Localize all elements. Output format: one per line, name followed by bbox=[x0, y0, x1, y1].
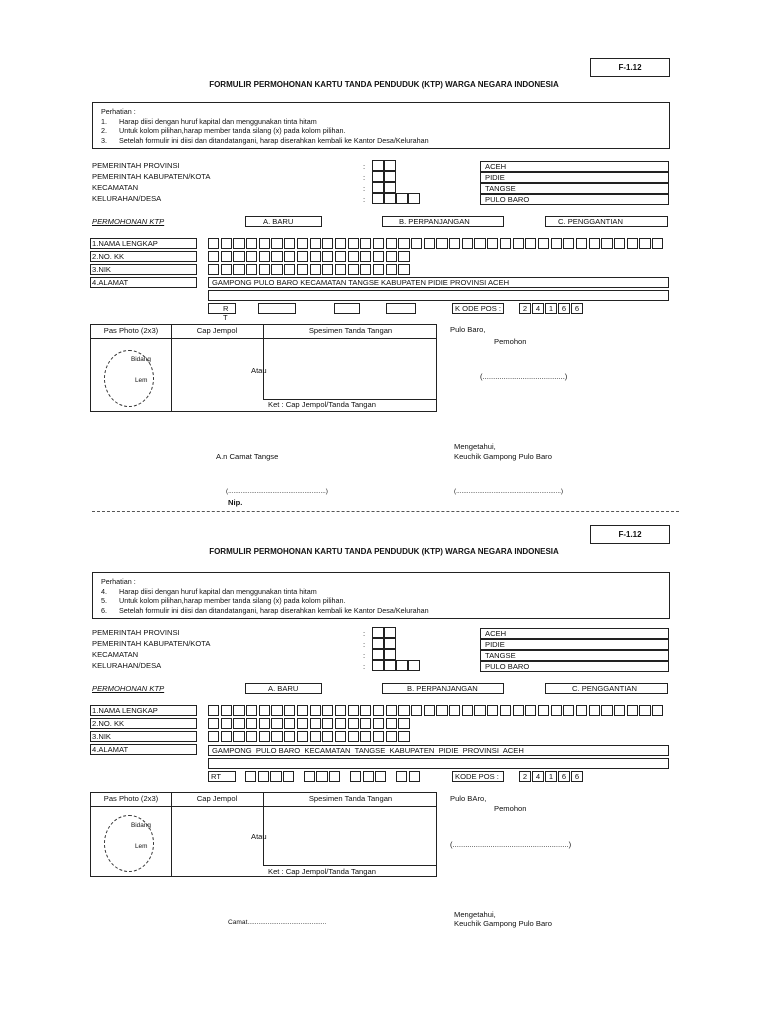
form-title: FORMULIR PERMOHONAN KARTU TANDA PENDUDUK (KTP) WARGA NEGARA INDONESIA bbox=[209, 547, 559, 556]
glue-text: Lem bbox=[135, 377, 148, 384]
region-value-village[interactable]: PULO BARO bbox=[480, 661, 669, 672]
rw-cell[interactable] bbox=[334, 303, 360, 314]
glue-area-text: Bidang bbox=[131, 822, 151, 829]
option-new[interactable]: A. BARU bbox=[245, 683, 322, 694]
colon: : bbox=[363, 173, 366, 182]
region-code-cell[interactable] bbox=[384, 182, 396, 193]
region-label-regency: PEMERINTAH KABUPATEN/KOTA bbox=[92, 639, 211, 648]
region-code-cell[interactable] bbox=[384, 171, 396, 182]
region-label-district: KECAMATAN bbox=[92, 183, 139, 192]
rt-label: RT bbox=[208, 771, 236, 782]
notice-item: 3. Setelah formulir ini diisi dan ditandatangani, harap diserahkan kembali ke Kantor Desa/Kelurahan bbox=[101, 135, 429, 145]
postal-digit[interactable]: 1 bbox=[545, 771, 557, 782]
option-renewal[interactable]: B. PERPANJANGAN bbox=[382, 683, 504, 694]
camat-label: Camat........................................... bbox=[228, 919, 327, 926]
glue-text: Lem bbox=[135, 843, 148, 850]
colon: : bbox=[363, 640, 366, 649]
colon: : bbox=[363, 629, 366, 638]
region-code-cell[interactable] bbox=[372, 627, 384, 638]
region-code-cell[interactable] bbox=[396, 660, 408, 671]
region-code-cell[interactable] bbox=[372, 649, 384, 660]
col-divider bbox=[263, 325, 264, 400]
region-code-cell[interactable] bbox=[372, 182, 384, 193]
notice-item: 5. Untuk kolom pilihan,harap member tanda silang (x) pada kolom pilihan. bbox=[101, 596, 346, 605]
option-replacement[interactable]: C. PENGGANTIAN bbox=[545, 683, 668, 694]
family-card-grid[interactable] bbox=[208, 718, 411, 729]
colon: : bbox=[363, 195, 366, 204]
colon: : bbox=[363, 651, 366, 660]
signature-header: Spesimen Tanda Tangan bbox=[308, 326, 393, 335]
region-value-province[interactable]: ACEH bbox=[480, 628, 669, 639]
region-code-cell[interactable] bbox=[384, 638, 396, 649]
col-divider bbox=[263, 793, 264, 866]
region-code-cell[interactable] bbox=[408, 660, 420, 671]
rt-rw-grid[interactable] bbox=[245, 771, 421, 782]
region-value-district[interactable]: TANGSE bbox=[480, 650, 669, 661]
region-value-regency[interactable]: PIDIE bbox=[480, 172, 669, 183]
col-divider bbox=[171, 793, 172, 876]
region-code-cell[interactable] bbox=[384, 649, 396, 660]
colon: : bbox=[363, 184, 366, 193]
postal-digit[interactable]: 6 bbox=[558, 303, 570, 314]
photo-signature-table bbox=[90, 324, 437, 412]
field-label-address: 4.ALAMAT bbox=[90, 277, 197, 288]
signature-bottom bbox=[263, 865, 437, 866]
form-title: FORMULIR PERMOHONAN KARTU TANDA PENDUDUK (KTP) WARGA NEGARA INDONESIA bbox=[209, 80, 559, 89]
thumb-signature-note: Ket : Cap Jempol/Tanda Tangan bbox=[268, 400, 376, 409]
postal-digit[interactable]: 1 bbox=[545, 303, 557, 314]
region-value-village[interactable]: PULO BARO bbox=[480, 194, 669, 205]
rt-label: R T bbox=[208, 303, 236, 314]
applicant-signature[interactable]: (.......................................) bbox=[480, 372, 568, 381]
postal-code-label: KODE POS : bbox=[452, 771, 504, 782]
option-replacement[interactable]: C. PENGGANTIAN bbox=[545, 216, 668, 227]
applicant-signature[interactable]: (.......................................................) bbox=[450, 840, 572, 849]
signature-header: Spesimen Tanda Tangan bbox=[308, 794, 393, 803]
option-renewal[interactable]: B. PERPANJANGAN bbox=[382, 216, 504, 227]
notice-item: 4. Harap diisi dengan huruf kapital dan menggunakan tinta hitam bbox=[101, 586, 317, 596]
notice-heading: Perhatian : bbox=[101, 577, 136, 586]
region-label-regency: PEMERINTAH KABUPATEN/KOTA bbox=[92, 172, 211, 181]
nip-label: Nip. bbox=[228, 498, 243, 507]
postal-digit[interactable]: 2 bbox=[519, 771, 531, 782]
postal-digit[interactable]: 6 bbox=[571, 771, 583, 782]
form-code: F-1.12 bbox=[590, 58, 670, 77]
photo-header: Pas Photo (2x3) bbox=[103, 794, 159, 803]
field-label-full-name: 1.NAMA LENGKAP bbox=[90, 238, 197, 249]
region-label-province: PEMERINTAH PROVINSI bbox=[92, 161, 180, 170]
camat-label: A.n Camat Tangse bbox=[216, 452, 279, 461]
region-code-cell[interactable] bbox=[384, 660, 396, 671]
thumb-header: Cap Jempol bbox=[196, 326, 238, 335]
applicant-label: Pemohon bbox=[494, 337, 527, 346]
field-label-full-name: 1.NAMA LENGKAP bbox=[90, 705, 197, 716]
notice-box bbox=[92, 572, 670, 619]
camat-signature[interactable]: (.......................................................) bbox=[226, 488, 328, 495]
postal-digit[interactable]: 6 bbox=[571, 303, 583, 314]
acknowledged-label: Mengetahui, bbox=[454, 910, 496, 919]
region-label-village: KELURAHAN/DESA bbox=[92, 194, 162, 203]
ktp-form-2 bbox=[0, 467, 768, 967]
rt-cell[interactable] bbox=[258, 303, 296, 314]
nik-grid[interactable] bbox=[208, 731, 411, 742]
region-code-cell[interactable] bbox=[396, 193, 408, 204]
option-new[interactable]: A. BARU bbox=[245, 216, 322, 227]
notice-item: 6. Setelah formulir ini diisi dan ditandatangani, harap diserahkan kembali ke Kantor Desa/Kelurahan bbox=[101, 605, 429, 615]
colon: : bbox=[363, 162, 366, 171]
postal-digit[interactable]: 4 bbox=[532, 771, 544, 782]
address-line-2[interactable] bbox=[208, 290, 669, 301]
keuchik-signature[interactable]: (...........................................................) bbox=[454, 488, 564, 495]
region-code-cell[interactable] bbox=[384, 627, 396, 638]
photo-header: Pas Photo (2x3) bbox=[103, 326, 159, 335]
acknowledged-label: Mengetahui, bbox=[454, 442, 496, 451]
notice-item: 1. Harap diisi dengan huruf kapital dan menggunakan tinta hitam bbox=[101, 116, 317, 126]
rw-cell[interactable] bbox=[386, 303, 416, 314]
region-code-cell[interactable] bbox=[372, 171, 384, 182]
region-value-district[interactable]: TANGSE bbox=[480, 183, 669, 194]
form-code: F-1.12 bbox=[590, 525, 670, 544]
keuchik-label: Keuchik Gampong Pulo Baro bbox=[454, 919, 552, 928]
region-code-cell[interactable] bbox=[408, 193, 420, 204]
field-label-family-card: 2.NO. KK bbox=[90, 251, 197, 262]
region-code-cell[interactable] bbox=[372, 660, 384, 671]
thumb-header: Cap Jempol bbox=[196, 794, 238, 803]
colon: : bbox=[363, 662, 366, 671]
ktp-form-1 bbox=[0, 0, 768, 507]
address-line-1[interactable]: GAMPONG PULO BARO KECAMATAN TANGSE KABUPATEN PIDIE PROVINSI ACEH bbox=[208, 277, 669, 288]
region-code-cell[interactable] bbox=[372, 638, 384, 649]
address-line-1[interactable]: GAMPONG PULO BARO KECAMATAN TANGSE KABUPATEN PIDIE PROVINSI ACEH bbox=[208, 745, 669, 756]
postal-digit[interactable]: 4 bbox=[532, 303, 544, 314]
field-label-family-card: 2.NO. KK bbox=[90, 718, 197, 729]
region-label-province: PEMERINTAH PROVINSI bbox=[92, 628, 180, 637]
postal-code-label: K ODE POS : bbox=[452, 303, 504, 314]
place-date: Pulo Baro, bbox=[450, 325, 486, 334]
address-line-2[interactable] bbox=[208, 758, 669, 769]
postal-digit[interactable]: 2 bbox=[519, 303, 531, 314]
region-value-province[interactable]: ACEH bbox=[480, 161, 669, 172]
region-value-regency[interactable]: PIDIE bbox=[480, 639, 669, 650]
region-label-village: KELURAHAN/DESA bbox=[92, 661, 162, 670]
region-label-district: KECAMATAN bbox=[92, 650, 139, 659]
nik-grid[interactable] bbox=[208, 264, 411, 275]
field-label-nik: 3.NIK bbox=[90, 731, 197, 742]
notice-box bbox=[92, 102, 670, 149]
region-code-cell[interactable] bbox=[384, 193, 396, 204]
application-type-label: PERMOHONAN KTP bbox=[92, 217, 165, 226]
field-label-nik: 3.NIK bbox=[90, 264, 197, 275]
glue-area-text: Bidang bbox=[131, 356, 151, 363]
place-date: Pulo BAro, bbox=[450, 794, 487, 803]
applicant-label: Pemohon bbox=[494, 804, 527, 813]
thumb-signature-note: Ket : Cap Jempol/Tanda Tangan bbox=[268, 867, 376, 876]
photo-signature-table bbox=[90, 792, 437, 877]
application-type-label: PERMOHONAN KTP bbox=[92, 684, 165, 693]
or-text: Atau bbox=[251, 366, 267, 375]
full-name-grid[interactable] bbox=[208, 238, 665, 249]
keuchik-label: Keuchik Gampong Pulo Baro bbox=[454, 452, 552, 461]
col-divider bbox=[171, 325, 172, 411]
region-code-cell[interactable] bbox=[372, 160, 384, 171]
notice-item: 2. Untuk kolom pilihan,harap member tanda silang (x) pada kolom pilihan. bbox=[101, 126, 346, 135]
full-name-grid[interactable] bbox=[208, 705, 665, 716]
or-text: Atau bbox=[251, 832, 267, 841]
notice-heading: Perhatian : bbox=[101, 107, 136, 116]
field-label-address: 4.ALAMAT bbox=[90, 744, 197, 755]
region-code-cell[interactable] bbox=[384, 160, 396, 171]
region-code-cell[interactable] bbox=[372, 193, 384, 204]
family-card-grid[interactable] bbox=[208, 251, 411, 262]
postal-digit[interactable]: 6 bbox=[558, 771, 570, 782]
